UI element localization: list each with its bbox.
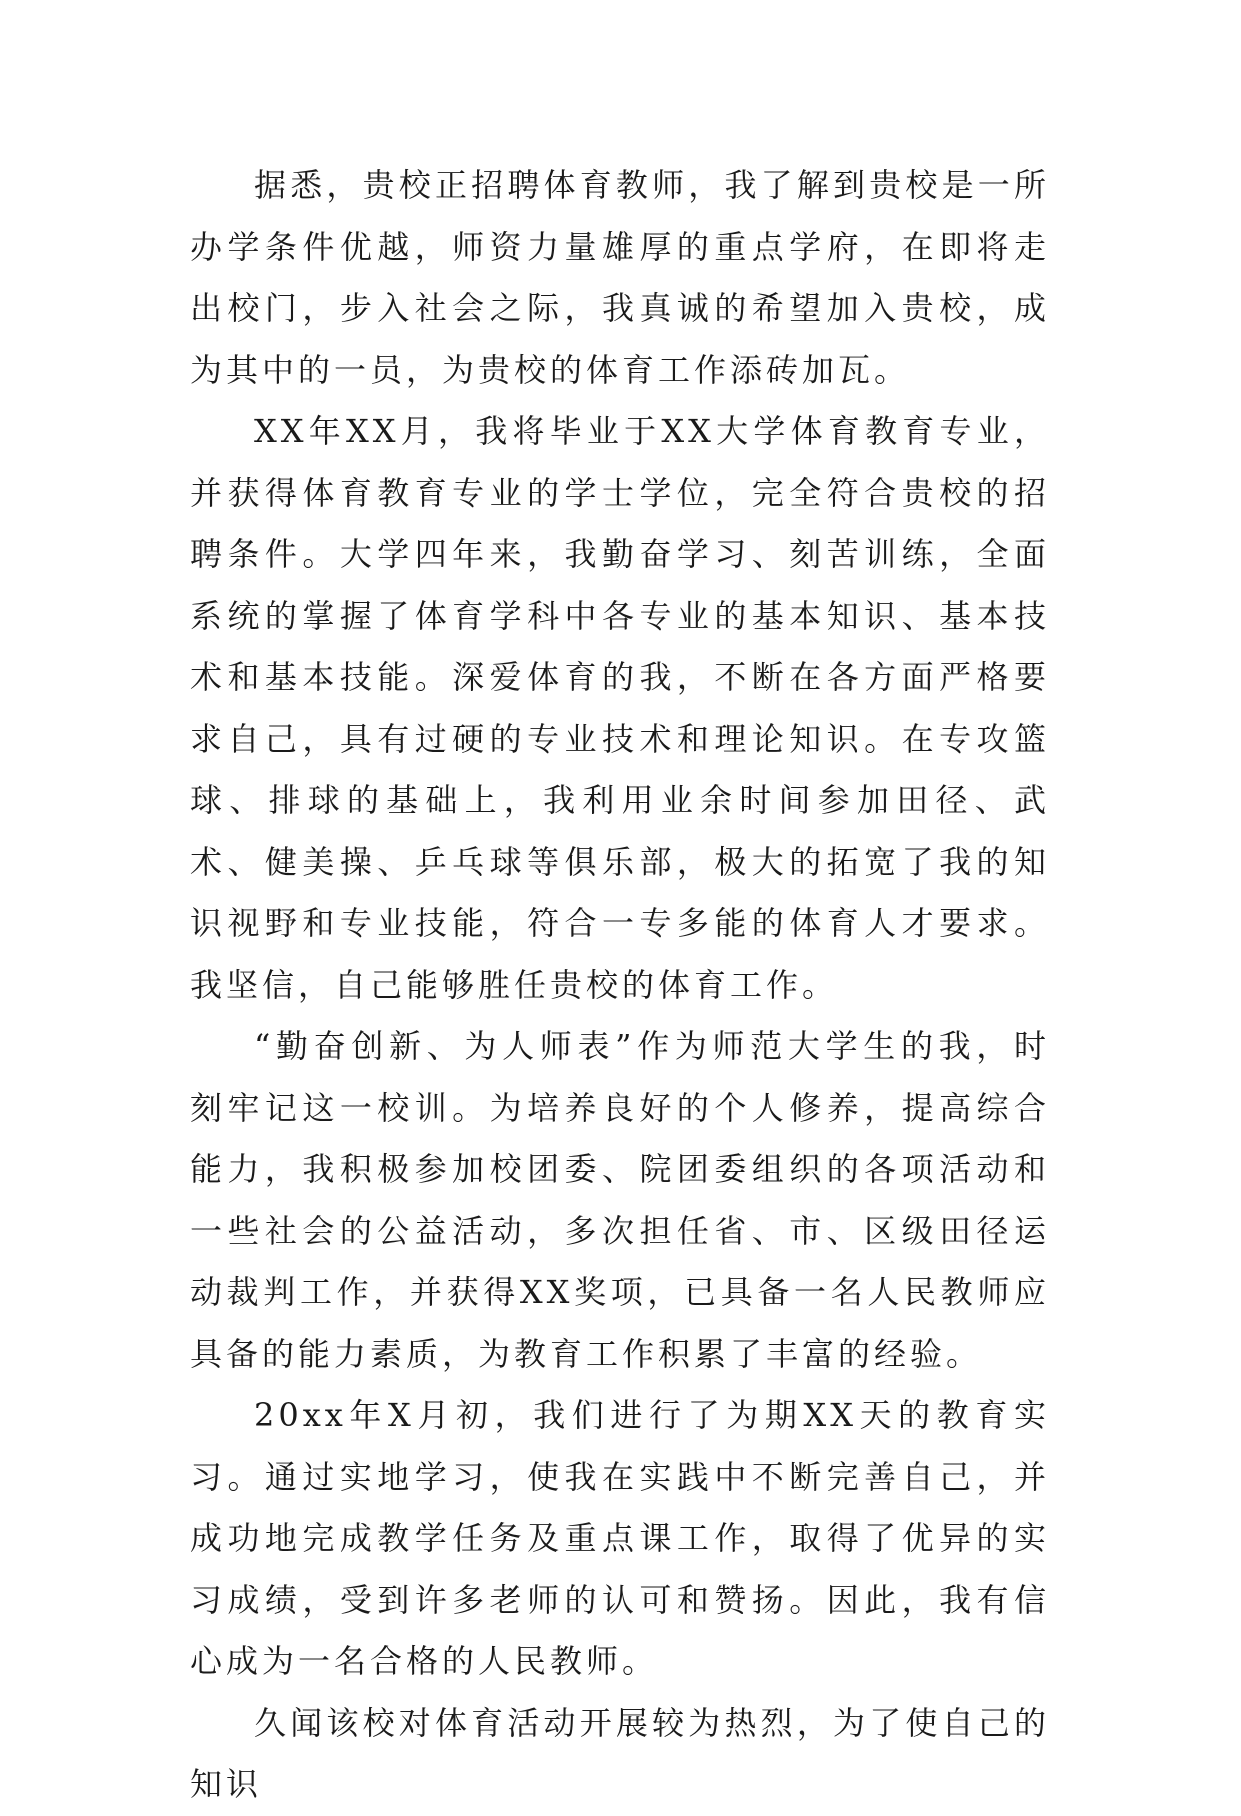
paragraph-intro: 据悉，贵校正招聘体育教师，我了解到贵校是一所办学条件优越，师资力量雄厚的重点学府，在即将走出校门，步入社会之际，我真诚的希望加入贵校，成为其中的一员，为贵校的体育工作添砖加瓦。 <box>190 166 1050 389</box>
paragraph-education: XX年XX月，我将毕业于XX大学体育教育专业，并获得体育教育专业的学士学位，完全符合贵校的招聘条件。大学四年来，我勤奋学习、刻苦训练，全面系统的掌握了体育学科中各专业的基本知识、基本技术和基本技能。深爱体育的我，不断在各方面严格要求自己，具有过硬的专业技术和理论知识。在专攻篮球、排球的基础上，我利用业余时间参加田径、武术、健美操、乒乓球等俱乐部，极大的拓宽了我的知识视野和专业技能，符合一专多能的体育人才要求。我坚信，自己能够胜任贵校的体育工作。 <box>190 412 1050 1004</box>
paragraph-activities: “勤奋创新、为人师表”作为师范大学生的我，时刻牢记这一校训。为培养良好的个人修养，提高综合能力，我积极参加校团委、院团委组织的各项活动和一些社会的公益活动，多次担任省、市、区级田径运动裁判工作，并获得XX奖项，已具备一名人民教师应具备的能力素质，为教育工作积累了丰富的经验。 <box>190 1027 1050 1373</box>
paragraph-internship: 20xx年X月初，我们进行了为期XX天的教育实习。通过实地学习，使我在实践中不断完善自己，并成功地完成教学任务及重点课工作，取得了优异的实习成绩，受到许多老师的认可和赞扬。因此，我有信心成为一名合格的人民教师。 <box>190 1396 1050 1680</box>
letter-body <box>190 155 1050 1816</box>
paragraph-closing: 久闻该校对体育活动开展较为热烈，为了使自己的知识 <box>190 1703 1050 1803</box>
